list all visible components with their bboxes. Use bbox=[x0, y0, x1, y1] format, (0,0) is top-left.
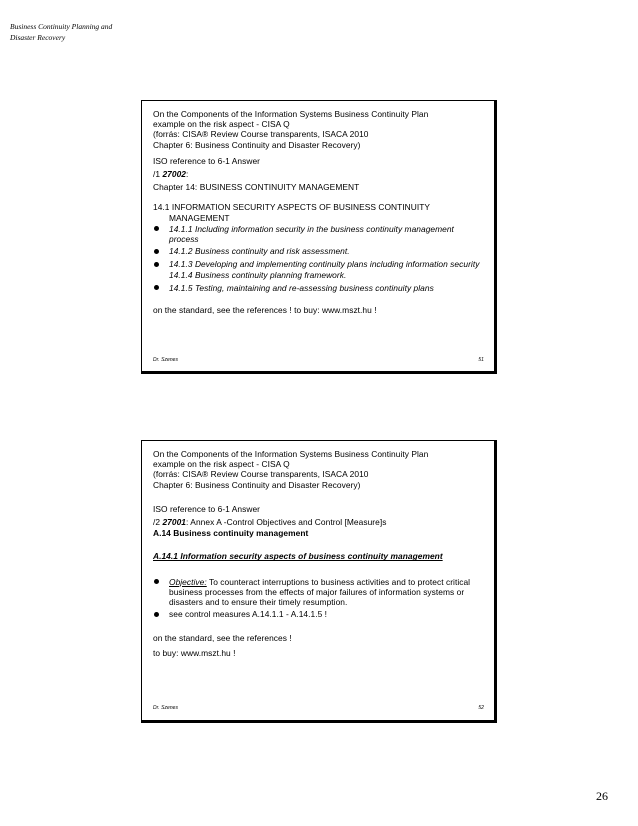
list-item-text: 14.1.3 Developing and implementing continuity plans including information security 14.1.4 Business continuity planning framework. bbox=[169, 259, 480, 280]
slide-number: 51 bbox=[478, 357, 484, 363]
footer-author: Dr. Szenes bbox=[153, 705, 179, 711]
document-running-header bbox=[10, 21, 112, 43]
purchase-note: to buy: www.mszt.hu ! bbox=[153, 647, 236, 658]
standard-prefix: /1 bbox=[153, 169, 163, 180]
slide-52 bbox=[141, 440, 497, 723]
standard-purchase-note: on the standard, see the references ! to buy: www.mszt.hu ! bbox=[153, 305, 377, 316]
header-line-1: Business Continuity Planning and bbox=[10, 22, 113, 31]
list-item bbox=[153, 259, 484, 279]
standard-suffix: : Annex A -Control Objectives and Control [Measure]s bbox=[186, 517, 387, 528]
header-line-2: Disaster Recovery bbox=[10, 33, 66, 42]
bullet-icon bbox=[154, 226, 159, 231]
slide-footer bbox=[153, 705, 484, 712]
list-item bbox=[153, 609, 484, 619]
slide-intro bbox=[153, 109, 484, 150]
list-item bbox=[153, 224, 484, 244]
page-number: 26 bbox=[596, 789, 608, 803]
subsection-list bbox=[153, 224, 484, 293]
intro-line-4: Chapter 6: Business Continuity and Disaster Recovery) bbox=[153, 479, 361, 490]
objective-text: To counteract interruptions to business activities and to protect critical business processes from the effects of major failures of information systems or disasters and to ensure their timely resumption. bbox=[169, 576, 471, 608]
slide-intro bbox=[153, 449, 484, 490]
footer-author: Dr. Szenes bbox=[153, 357, 179, 363]
intro-line-3: (forrás: CISA® Review Course transparents, ISACA 2010 bbox=[153, 469, 369, 480]
intro-line-2: example on the risk aspect - CISA Q bbox=[153, 459, 290, 470]
control-list bbox=[153, 577, 484, 620]
standard-suffix: : bbox=[186, 169, 189, 180]
iso-reference: ISO reference to 6-1 Answer bbox=[153, 503, 261, 514]
annex-subheading: A.14.1 Information security aspects of business continuity management bbox=[153, 551, 443, 562]
standard-note: on the standard, see the references ! bbox=[153, 633, 292, 644]
standard-number: 27002 bbox=[162, 169, 187, 180]
list-item-text: see control measures A.14.1.1 - A.14.1.5 ! bbox=[169, 609, 328, 620]
slide-footer bbox=[153, 357, 484, 364]
section-title-line-2: MANAGEMENT bbox=[169, 212, 230, 223]
annex-heading: A.14 Business continuity management bbox=[153, 528, 309, 539]
bullet-icon bbox=[154, 249, 159, 254]
bullet-icon bbox=[154, 262, 159, 267]
slide-52-content bbox=[153, 449, 484, 658]
bullet-icon bbox=[154, 285, 159, 290]
list-item bbox=[153, 246, 484, 256]
list-item-text: 14.1.5 Testing, maintaining and re-assessing business continuity plans bbox=[169, 282, 434, 293]
list-item bbox=[153, 577, 484, 608]
slide-51-content bbox=[153, 109, 484, 315]
list-item bbox=[153, 283, 484, 293]
list-item-text: 14.1.2 Business continuity and risk assessment. bbox=[169, 246, 350, 257]
chapter-title: Chapter 14: BUSINESS CONTINUITY MANAGEMENT bbox=[153, 182, 360, 193]
intro-line-4: Chapter 6: Business Continuity and Disaster Recovery) bbox=[153, 139, 361, 150]
bullet-icon bbox=[154, 612, 159, 617]
intro-line-3: (forrás: CISA® Review Course transparents, ISACA 2010 bbox=[153, 129, 369, 140]
iso-reference: ISO reference to 6-1 Answer bbox=[153, 155, 261, 166]
slide-number: 52 bbox=[478, 705, 484, 711]
standard-number: 27001 bbox=[162, 517, 187, 528]
standard-prefix: /2 bbox=[153, 517, 163, 528]
intro-line-2: example on the risk aspect - CISA Q bbox=[153, 119, 290, 130]
slide-51 bbox=[141, 100, 497, 374]
bullet-icon bbox=[154, 579, 159, 584]
intro-line-1: On the Components of the Information Systems Business Continuity Plan bbox=[153, 449, 429, 459]
section-title-line-1: 14.1 INFORMATION SECURITY ASPECTS OF BUSINESS CONTINUITY bbox=[153, 202, 431, 213]
intro-line-1: On the Components of the Information Systems Business Continuity Plan bbox=[153, 109, 429, 119]
standard-reference bbox=[153, 169, 484, 179]
standard-reference bbox=[153, 517, 484, 527]
list-item-text: 14.1.1 Including information security in the business continuity management process bbox=[169, 223, 454, 245]
objective-label: Objective: bbox=[169, 576, 207, 587]
